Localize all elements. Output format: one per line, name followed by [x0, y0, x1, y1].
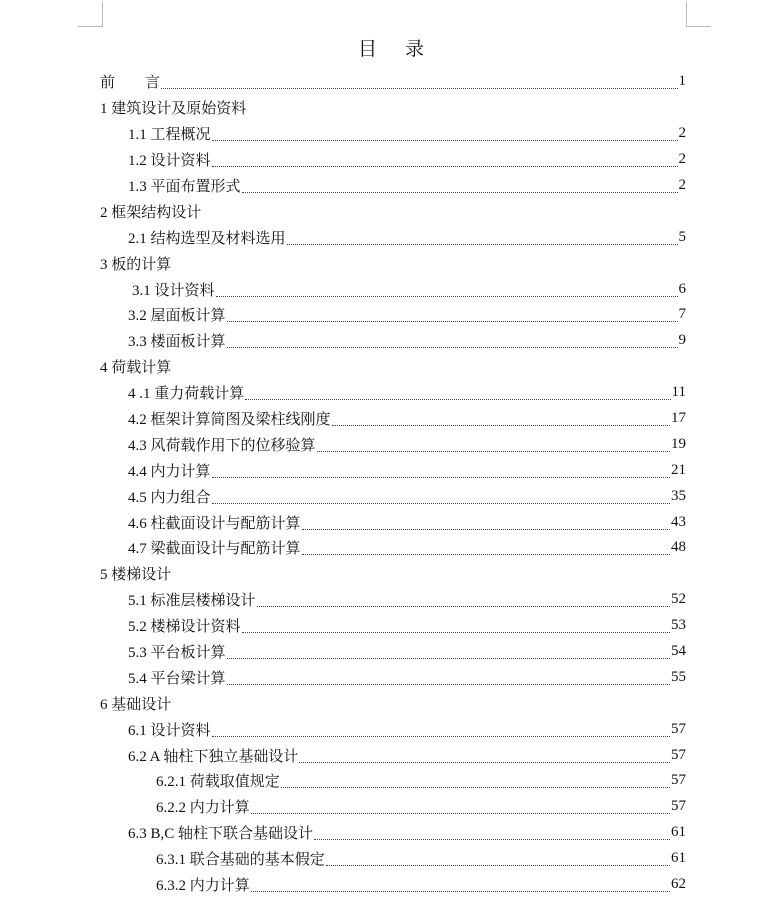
toc-entry-page-number: 54 [671, 643, 686, 660]
toc-entry[interactable] [100, 328, 686, 354]
toc-entry-page-number: 48 [671, 539, 686, 556]
toc-entry-label: 4.7 梁截面设计与配筋计算 [128, 541, 301, 558]
toc-entry-page-number: 7 [678, 306, 686, 323]
toc-entry[interactable] [100, 509, 686, 535]
toc-entry-label: 6 基础设计 [100, 696, 172, 713]
page-corner-mark-top-right [686, 2, 711, 27]
toc-entry-leader-dots [326, 849, 670, 866]
toc-entry-label: 3.1 设计资料 [132, 282, 215, 299]
toc-entry-page-number: 52 [671, 591, 686, 608]
toc-entry-page-number: 9 [678, 332, 686, 349]
toc-entry[interactable] [100, 250, 686, 276]
toc-entry[interactable] [100, 457, 686, 483]
toc-entry[interactable] [100, 224, 686, 250]
toc-entry-page-number: 6 [678, 280, 686, 297]
toc-entry-leader-dots [299, 746, 670, 763]
toc-entry[interactable] [100, 535, 686, 561]
toc-entry-leader-dots [251, 797, 670, 814]
toc-entry-label: 6.3.2 内力计算 [156, 878, 250, 895]
toc-entry-page-number: 17 [671, 410, 686, 427]
toc-entry-page-number: 55 [671, 668, 686, 685]
toc-entry[interactable] [100, 95, 686, 121]
toc-entry-leader-dots [227, 668, 670, 685]
toc-entry-label: 5.2 楼梯设计资料 [128, 619, 241, 636]
toc-entry-leader-dots [227, 331, 678, 348]
toc-entry-label: 4 .1 重力荷载计算 [128, 386, 245, 403]
toc-entry-leader-dots [302, 538, 670, 555]
toc-entry[interactable] [100, 872, 686, 898]
toc-entry-label: 6.2.1 荷载取值规定 [156, 774, 280, 791]
toc-entry-page-number: 62 [671, 876, 686, 893]
toc-entry-page-number: 61 [671, 850, 686, 867]
toc-entry-label: 1.2 设计资料 [128, 153, 211, 170]
toc-entry-label: 4.2 框架计算简图及梁柱线刚度 [128, 412, 331, 429]
toc-entry-leader-dots [227, 642, 670, 659]
toc-entry-label: 5.3 平台板计算 [128, 645, 226, 662]
toc-entry-label: 1 建筑设计及原始资料 [100, 101, 247, 118]
toc-entry-label: 4 荷载计算 [100, 360, 172, 377]
toc-title-char-1: 目 [357, 39, 377, 60]
toc-entry-label: 6.3 B,C 轴柱下联合基础设计 [128, 826, 314, 843]
toc-entry[interactable] [100, 69, 686, 95]
toc-entry[interactable] [100, 820, 686, 846]
toc-entry-leader-dots [161, 72, 677, 89]
toc-title [0, 34, 782, 61]
toc-entry-leader-dots [281, 771, 670, 788]
table-of-contents [100, 69, 686, 898]
toc-entry-leader-dots [251, 875, 670, 892]
toc-entry-label: 5.1 标准层楼梯设计 [128, 593, 256, 610]
toc-entry-label: 6.3.1 联合基础的基本假定 [156, 852, 325, 869]
toc-entry[interactable] [100, 173, 686, 199]
toc-entry-leader-dots [227, 305, 678, 322]
toc-entry-page-number: 57 [671, 746, 686, 763]
toc-entry-label: 6.2 A 轴柱下独立基础设计 [128, 748, 299, 765]
toc-entry[interactable] [100, 380, 686, 406]
toc-entry[interactable] [100, 664, 686, 690]
toc-entry[interactable] [100, 276, 686, 302]
toc-entry-label: 前 言 [100, 75, 161, 92]
toc-entry-leader-dots [257, 590, 670, 607]
toc-entry-leader-dots [287, 228, 678, 245]
toc-entry[interactable] [100, 198, 686, 224]
toc-entry-label: 4.6 柱截面设计与配筋计算 [128, 515, 301, 532]
toc-entry-label: 5 楼梯设计 [100, 567, 172, 584]
toc-entry-page-number: 57 [671, 772, 686, 789]
toc-entry-page-number: 21 [671, 461, 686, 478]
toc-entry-label: 3 板的计算 [100, 256, 172, 273]
toc-entry-leader-dots [302, 513, 670, 530]
toc-entry[interactable] [100, 147, 686, 173]
toc-entry[interactable] [100, 846, 686, 872]
toc-entry-page-number: 57 [671, 798, 686, 815]
toc-entry-page-number: 2 [678, 151, 686, 168]
toc-entry-label: 6.1 设计资料 [128, 722, 211, 739]
toc-entry-label: 4.5 内力组合 [128, 489, 211, 506]
toc-entry[interactable] [100, 639, 686, 665]
toc-entry-page-number: 2 [678, 177, 686, 193]
toc-entry[interactable] [100, 794, 686, 820]
toc-entry[interactable] [100, 716, 686, 742]
toc-entry[interactable] [100, 768, 686, 794]
toc-entry[interactable] [100, 302, 686, 328]
toc-entry[interactable] [100, 561, 686, 587]
toc-entry-leader-dots [317, 435, 670, 452]
toc-entry-page-number: 5 [678, 228, 686, 245]
toc-entry[interactable] [100, 483, 686, 509]
toc-title-char-2: 录 [405, 39, 425, 60]
toc-entry-page-number: 11 [671, 384, 686, 401]
toc-entry-leader-dots [212, 487, 670, 504]
toc-entry-page-number: 57 [671, 720, 686, 737]
toc-entry-leader-dots [212, 150, 678, 167]
toc-entry[interactable] [100, 613, 686, 639]
toc-entry-page-number: 53 [671, 617, 686, 634]
toc-entry-label: 6.2.2 内力计算 [156, 800, 250, 817]
toc-entry-label: 2 框架结构设计 [100, 204, 202, 221]
toc-entry[interactable] [100, 406, 686, 432]
toc-entry[interactable] [100, 354, 686, 380]
toc-entry-leader-dots [216, 280, 678, 297]
toc-entry-label: 4.3 风荷载作用下的位移验算 [128, 437, 316, 454]
toc-entry-label: 4.4 内力计算 [128, 463, 211, 480]
toc-entry-label: 2.1 结构选型及材料选用 [128, 230, 286, 247]
toc-entry-label: 5.4 平台梁计算 [128, 670, 226, 687]
toc-entry-leader-dots [212, 124, 678, 141]
toc-entry-label: 1.1 工程概况 [128, 127, 211, 144]
toc-entry-page-number: 43 [671, 513, 686, 530]
toc-entry-page-number: 35 [671, 487, 686, 504]
toc-entry-label: 3.2 屋面板计算 [128, 308, 226, 325]
toc-entry-label: 3.3 楼面板计算 [128, 334, 226, 351]
page-corner-mark-top-left [78, 2, 103, 27]
toc-entry-leader-dots [242, 616, 670, 633]
toc-entry-leader-dots [212, 461, 670, 478]
toc-entry[interactable] [100, 431, 686, 457]
toc-entry-page-number: 61 [671, 824, 686, 841]
toc-entry[interactable] [100, 690, 686, 716]
toc-entry-leader-dots [314, 823, 670, 840]
toc-entry[interactable] [100, 121, 686, 147]
toc-entry-leader-dots [242, 176, 678, 193]
toc-entry-leader-dots [212, 720, 670, 737]
toc-entry[interactable] [100, 587, 686, 613]
toc-entry-leader-dots [332, 409, 670, 426]
toc-entry-page-number: 1 [678, 73, 686, 90]
toc-entry-leader-dots [245, 383, 670, 400]
toc-entry[interactable] [100, 742, 686, 768]
toc-entry-label: 1.3 平面布置形式 [128, 179, 241, 195]
toc-entry-page-number: 19 [671, 435, 686, 452]
toc-entry-page-number: 2 [678, 125, 686, 142]
